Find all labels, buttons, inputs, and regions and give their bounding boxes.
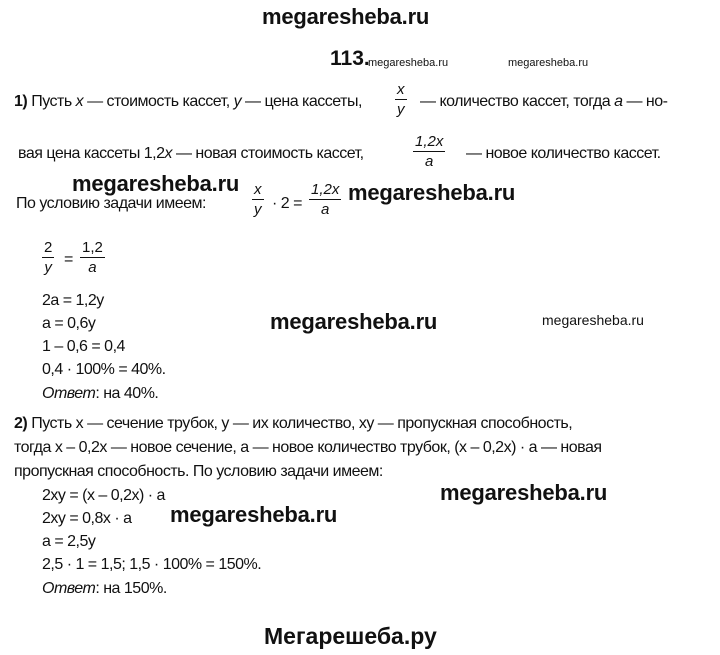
- header-watermark-small-2: megaresheba.ru: [508, 57, 589, 69]
- part2-line1: 2) Пусть x — сечение трубок, y — их количество, xy — пропускная способность,: [14, 415, 573, 432]
- watermark: megaresheba.ru: [270, 309, 438, 334]
- problem-number: 113.: [330, 47, 370, 70]
- part1-line2: вая цена кассеты 1,2x — новая стоимость кассет,: [18, 145, 364, 162]
- part1-answer: Ответ: на 40%.: [42, 385, 159, 402]
- part2-line2: тогда x – 0,2x — новое сечение, a — новое количество трубок, (x – 0,2x) · a — новая: [14, 439, 602, 456]
- watermark: megaresheba.ru: [348, 180, 516, 205]
- part2-step1: 2xy = (x – 0,2x) · a: [42, 487, 165, 504]
- watermark: megaresheba.ru: [72, 171, 240, 196]
- part2-step3: a = 2,5y: [42, 533, 96, 550]
- footer-site: Мегарешеба.ру: [264, 623, 437, 649]
- cond-mult-equals: · 2 =: [272, 195, 302, 212]
- part1-step4: 0,4 · 100% = 40%.: [42, 361, 166, 378]
- header-watermark: megaresheba.ru: [262, 4, 430, 29]
- part1-line1-end: — количество кассет, тогда a — но-: [420, 93, 668, 110]
- header-watermark-small-1: megaresheba.ru: [368, 57, 449, 69]
- part1-step1: 2a = 1,2y: [42, 292, 104, 309]
- part1-step2: a = 0,6y: [42, 315, 96, 332]
- watermark: megaresheba.ru: [440, 480, 608, 505]
- part2-step2: 2xy = 0,8x · a: [42, 510, 132, 527]
- fraction-12x-over-a: $\frac{1,2x}{a}$: [415, 133, 444, 170]
- part2-step4: 2,5 · 1 = 1,5; 1,5 · 100% = 150%.: [42, 556, 262, 573]
- part2-line3: пропускная способность. По условию задачи имеем:: [14, 463, 383, 480]
- equals-sign: =: [64, 251, 73, 268]
- cond-fraction-12x-over-a: $\frac{1,2x}{a}$: [311, 181, 340, 218]
- part1-marker: 1): [14, 93, 28, 110]
- part2-marker: 2): [14, 415, 28, 432]
- watermark: megaresheba.ru: [170, 502, 338, 527]
- watermark-small: megaresheba.ru: [542, 312, 644, 328]
- part1-line1: 1) Пусть x — стоимость кассет, y — цена кассеты,: [14, 93, 362, 110]
- fraction-x-over-y: $\frac{x}{y}$: [397, 81, 405, 118]
- part2-answer: Ответ: на 150%.: [42, 580, 167, 597]
- condition-text: По условию задачи имеем:: [16, 195, 206, 212]
- part1-line2-end: — новое количество кассет.: [466, 145, 661, 162]
- part1-step3: 1 – 0,6 = 0,4: [42, 338, 125, 355]
- fraction-12-over-a: $\frac{1,2}{a}$: [82, 239, 103, 276]
- cond-fraction-x-over-y: $\frac{x}{y}$: [254, 181, 262, 218]
- fraction-2-over-y: $\frac{2}{y}$: [44, 239, 53, 276]
